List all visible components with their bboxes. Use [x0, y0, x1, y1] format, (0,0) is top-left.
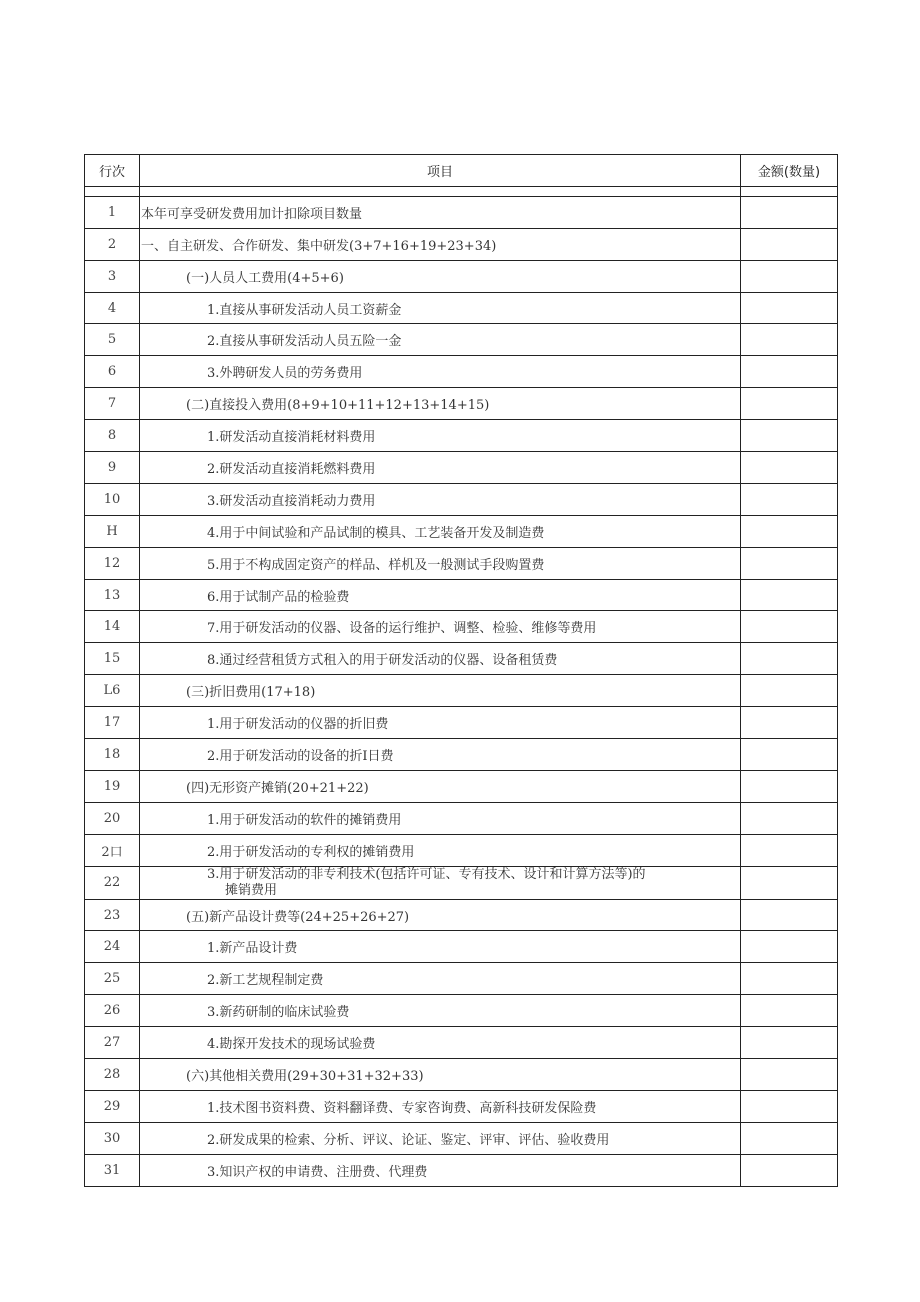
row-item: (六)其他相关费用(29+30+31+32+33) — [140, 1059, 741, 1091]
amount-cell[interactable] — [741, 739, 838, 771]
table-row — [85, 739, 838, 771]
row-number: L6 — [85, 675, 140, 707]
row-number: 28 — [85, 1059, 140, 1091]
row-number: 30 — [85, 1122, 140, 1154]
row-number: H — [85, 515, 140, 547]
table-row — [85, 931, 838, 963]
row-number: 15 — [85, 643, 140, 675]
row-item: 1.用于研发活动的仪器的折旧费 — [140, 707, 741, 739]
amount-cell[interactable] — [741, 547, 838, 579]
amount-cell[interactable] — [741, 866, 838, 899]
table-row — [85, 1122, 838, 1154]
table-row — [85, 515, 838, 547]
amount-cell[interactable] — [741, 707, 838, 739]
row-number: 14 — [85, 611, 140, 643]
amount-cell[interactable] — [741, 483, 838, 515]
table-row — [85, 707, 838, 739]
row-item: 2.新工艺规程制定费 — [140, 963, 741, 995]
header-amount: 金额(数量) — [741, 155, 838, 187]
table-row — [85, 324, 838, 356]
row-number: 9 — [85, 452, 140, 484]
table-row — [85, 770, 838, 802]
amount-cell[interactable] — [741, 675, 838, 707]
table-row — [85, 675, 838, 707]
amount-cell[interactable] — [741, 260, 838, 292]
row-number: 23 — [85, 899, 140, 931]
row-item: 5.用于不构成固定资产的样品、样机及一般测试手段购置费 — [140, 547, 741, 579]
row-item: 1.研发活动直接消耗材料费用 — [140, 420, 741, 452]
table-row — [85, 579, 838, 611]
row-number: 27 — [85, 1027, 140, 1059]
row-item: 2.研发成果的检索、分析、评议、论证、鉴定、评审、评估、验收费用 — [140, 1122, 741, 1154]
table-row — [85, 1027, 838, 1059]
amount-cell[interactable] — [741, 1059, 838, 1091]
row-item: 8.通过经营租赁方式租入的用于研发活动的仪器、设备租赁费 — [140, 643, 741, 675]
row-item: 4.用于中间试验和产品试制的模具、工艺装备开发及制造费 — [140, 515, 741, 547]
table-row — [85, 420, 838, 452]
row-item: 本年可享受研发费用加计扣除项目数量 — [140, 196, 741, 228]
deduction-table — [84, 154, 838, 1187]
row-number: 8 — [85, 420, 140, 452]
row-number: 24 — [85, 931, 140, 963]
row-item: 2.直接从事研发活动人员五险一金 — [140, 324, 741, 356]
amount-cell[interactable] — [741, 420, 838, 452]
table-row — [85, 899, 838, 931]
table-row — [85, 866, 838, 899]
table-row — [85, 547, 838, 579]
table-row — [85, 802, 838, 834]
table-row — [85, 452, 838, 484]
amount-cell[interactable] — [741, 802, 838, 834]
row-number: 6 — [85, 356, 140, 388]
row-number: 26 — [85, 995, 140, 1027]
row-item — [140, 866, 741, 899]
amount-cell[interactable] — [741, 834, 838, 866]
row-item-text-continued: 摊销费用 — [225, 882, 278, 898]
amount-cell[interactable] — [741, 515, 838, 547]
row-number: 2口 — [85, 834, 140, 866]
amount-cell[interactable] — [741, 1154, 838, 1186]
header-row — [85, 155, 838, 187]
row-item: (二)直接投入费用(8+9+10+11+12+13+14+15) — [140, 388, 741, 420]
amount-cell[interactable] — [741, 899, 838, 931]
row-item: 2.用于研发活动的设备的折I日费 — [140, 739, 741, 771]
row-number: 7 — [85, 388, 140, 420]
row-item-text: 3.用于研发活动的非专利技术(包括许可证、专有技术、设计和计算方法等)的 — [207, 866, 646, 882]
amount-cell[interactable] — [741, 995, 838, 1027]
table-row — [85, 260, 838, 292]
amount-cell[interactable] — [741, 611, 838, 643]
row-item: 3.新药研制的临床试验费 — [140, 995, 741, 1027]
row-number: 12 — [85, 547, 140, 579]
amount-cell[interactable] — [741, 452, 838, 484]
amount-cell[interactable] — [741, 228, 838, 260]
header-item: 项目 — [140, 155, 741, 187]
row-item: 1.技术图书资料费、资料翻译费、专家咨询费、高新科技研发保险费 — [140, 1090, 741, 1122]
row-item: 6.用于试制产品的检验费 — [140, 579, 741, 611]
row-item: (三)折旧费用(17+18) — [140, 675, 741, 707]
amount-cell[interactable] — [741, 770, 838, 802]
row-number: 25 — [85, 963, 140, 995]
row-number: 1 — [85, 196, 140, 228]
table-row — [85, 834, 838, 866]
row-item: 7.用于研发活动的仪器、设备的运行维护、调整、检验、维修等费用 — [140, 611, 741, 643]
row-number: 29 — [85, 1090, 140, 1122]
amount-cell[interactable] — [741, 643, 838, 675]
row-item: 2.用于研发活动的专利权的摊销费用 — [140, 834, 741, 866]
amount-cell[interactable] — [741, 931, 838, 963]
amount-cell[interactable] — [741, 963, 838, 995]
table-row — [85, 611, 838, 643]
amount-cell[interactable] — [741, 356, 838, 388]
row-number: 18 — [85, 739, 140, 771]
amount-cell[interactable] — [741, 1090, 838, 1122]
amount-cell[interactable] — [741, 324, 838, 356]
row-number: 2 — [85, 228, 140, 260]
table-row — [85, 1154, 838, 1186]
amount-cell[interactable] — [741, 1027, 838, 1059]
row-item: (四)无形资产摊销(20+21+22) — [140, 770, 741, 802]
table-row — [85, 1059, 838, 1091]
amount-cell[interactable] — [741, 196, 838, 228]
spacer-row — [85, 186, 838, 196]
row-number: 20 — [85, 802, 140, 834]
table-row — [85, 292, 838, 324]
table-row — [85, 388, 838, 420]
row-item: 3.外聘研发人员的劳务费用 — [140, 356, 741, 388]
row-item: (一)人员人工费用(4+5+6) — [140, 260, 741, 292]
row-item: 1.直接从事研发活动人员工资薪金 — [140, 292, 741, 324]
row-item: 4.勘探开发技术的现场试验费 — [140, 1027, 741, 1059]
header-row-number: 行次 — [85, 155, 140, 187]
amount-cell[interactable] — [741, 1122, 838, 1154]
table-row — [85, 643, 838, 675]
row-number: 17 — [85, 707, 140, 739]
row-number: 22 — [85, 866, 140, 899]
table-row — [85, 228, 838, 260]
amount-cell[interactable] — [741, 292, 838, 324]
table-row — [85, 196, 838, 228]
row-number: 3 — [85, 260, 140, 292]
amount-cell[interactable] — [741, 388, 838, 420]
row-item: (五)新产品设计费等(24+25+26+27) — [140, 899, 741, 931]
row-number: 10 — [85, 483, 140, 515]
row-item: 3.知识产权的申请费、注册费、代理费 — [140, 1154, 741, 1186]
table-row — [85, 483, 838, 515]
table-row — [85, 356, 838, 388]
row-number: 13 — [85, 579, 140, 611]
table-row — [85, 1090, 838, 1122]
row-item: 1.新产品设计费 — [140, 931, 741, 963]
row-item: 3.研发活动直接消耗动力费用 — [140, 483, 741, 515]
table-row — [85, 995, 838, 1027]
row-number: 19 — [85, 770, 140, 802]
amount-cell[interactable] — [741, 579, 838, 611]
row-number: 31 — [85, 1154, 140, 1186]
row-number: 5 — [85, 324, 140, 356]
row-item: 一、自主研发、合作研发、集中研发(3+7+16+19+23+34) — [140, 228, 741, 260]
row-item: 1.用于研发活动的软件的摊销费用 — [140, 802, 741, 834]
row-number: 4 — [85, 292, 140, 324]
row-item: 2.研发活动直接消耗燃料费用 — [140, 452, 741, 484]
table-row — [85, 963, 838, 995]
